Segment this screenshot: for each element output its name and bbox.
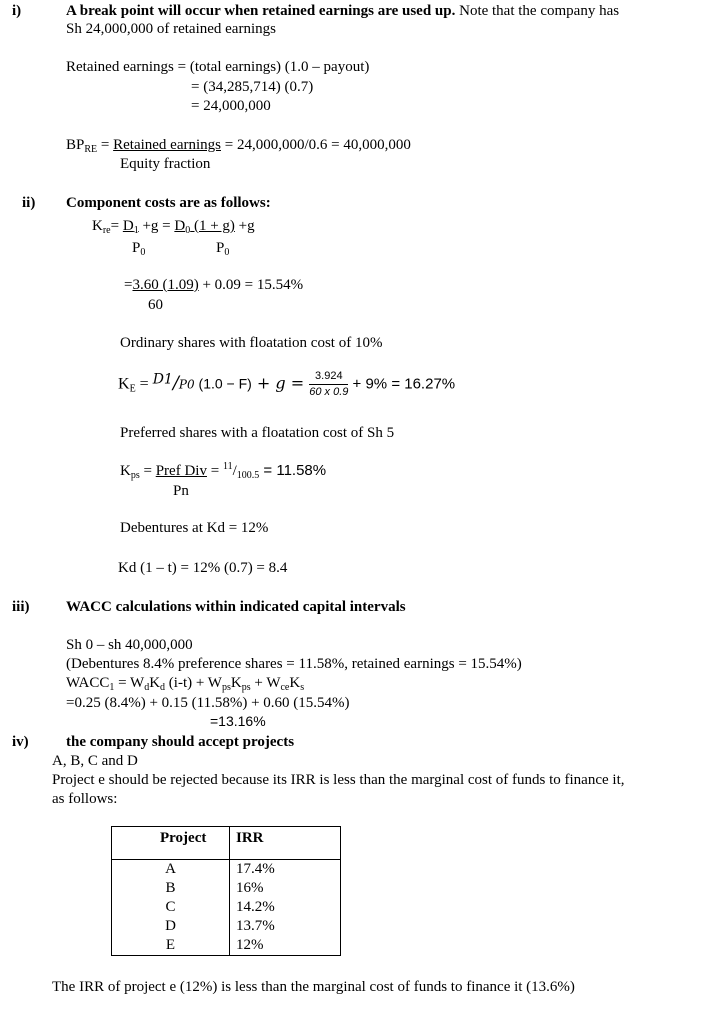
kre-formula [92,217,255,237]
ke-formula: $K_E = D1/P0$ (1.0 − F) + g = $\frac{3.924}{60 x 0.9}$ + 9% = 16.27% [118,370,456,399]
bp-subscript: RE [84,144,98,155]
kre-tail: +g [234,218,255,234]
header-project: Project [112,827,230,860]
section-i-note-2: Sh 24,000,000 of retained earnings [66,21,276,37]
irr-cell: 13.7% [230,917,341,936]
irr-cell: 17.4% [230,860,341,880]
kre-eq: = [110,218,123,234]
ke-fraction: $\frac{3.924}{60 x 0.9}$ [309,370,349,399]
kps-formula: $K_{ps}$ = Pref Div = $^{11}/_{100.5} = 11.58\%$ [120,461,327,481]
section-iv-label: iv) [12,734,29,750]
break-point-formula [66,136,411,156]
retained-earnings-line-2: = (34,285,714) (0.7) [191,79,314,95]
kre-p0-a: $P_0$ [132,240,146,258]
header-irr: IRR [230,827,341,860]
table-header-row [112,827,341,860]
section-ii-heading: Component costs are as follows: [66,195,271,211]
kre-calculation: =3.60 (1.09) + 0.09 = 15.54% [124,277,304,293]
kre-calc-denominator: 60 [148,297,163,313]
conclusion: The IRR of project e (12%) is less than the marginal cost of funds to finance it (13.6%) [52,979,575,995]
table-row [112,860,341,880]
section-i-heading-line [66,2,619,20]
debentures-heading: Debentures at Kd = 12% [120,520,269,536]
table-row [112,898,341,917]
section-ii-label: ii) [22,195,36,211]
retained-earnings-line-3: = 24,000,000 [191,98,271,114]
reject-reason-line-2: as follows: [52,791,118,807]
section-iv-heading: the company should accept projects [66,734,295,750]
project-cell: B [112,879,230,898]
table-row [112,917,341,936]
section-iii-label: iii) [12,599,30,615]
kps-denominator: Pn [173,483,189,499]
wacc-component-costs: (Debentures 8.4% preference shares = 11.58%, retained earnings = 15.54%) [66,656,522,672]
retained-earnings-line-1: Retained earnings = (total earnings) (1.0 – payout) [66,59,370,75]
bp-numerator: Retained earnings [113,137,221,153]
project-cell: C [112,898,230,917]
section-iii-heading: WACC calculations within indicated capital intervals [66,599,406,615]
kre-d1: $D_1$ [122,218,139,236]
bp-rest: = 24,000,000/0.6 = 40,000,000 [221,137,411,153]
section-i-note-1: Note that the company has [455,3,620,19]
irr-cell: 16% [230,879,341,898]
kre-sub: re [102,225,111,236]
kre-k: K [92,218,103,234]
wacc-calculation: =0.25 (8.4%) + 0.15 (11.58%) + 0.60 (15.54%) [66,695,350,711]
wacc-formula: $WACC_1 = W_dK_d$ $(i-t) + W_{ps}K_{ps} + W_{ce}K_s$ [66,675,305,693]
project-irr-table [111,826,341,956]
kre-plus-g: +g = [138,218,175,234]
reject-reason-line-1: Project e should be rejected because its IRR is less than the marginal cost of funds to finance it, [52,772,625,788]
bp-equals: = [97,137,114,153]
project-cell: D [112,917,230,936]
kd-calculation: Kd (1 – t) = 12% (0.7) = 8.4 [118,560,288,576]
bp-prefix: BP [66,137,85,153]
section-i-heading: A break point will occur when retained earnings are used up. [66,3,456,19]
ordinary-shares-heading: Ordinary shares with floatation cost of 10% [120,335,383,351]
wacc-result: =13.16% [210,713,266,729]
table-row [112,936,341,956]
project-cell: A [112,860,230,880]
kre-p0-b: $P_0$ [216,240,230,258]
wacc-range: Sh 0 – sh 40,000,000 [66,637,193,653]
section-i-label: i) [12,3,22,19]
preferred-shares-heading: Preferred shares with a floatation cost of Sh 5 [120,425,395,441]
table-row [112,879,341,898]
irr-cell: 14.2% [230,898,341,917]
irr-cell: 12% [230,936,341,956]
project-cell: E [112,936,230,956]
accepted-projects: A, B, C and D [52,753,138,769]
bp-denominator: Equity fraction [120,156,211,172]
kre-d0-growth: $D_0$ (1 + g) [174,218,235,236]
